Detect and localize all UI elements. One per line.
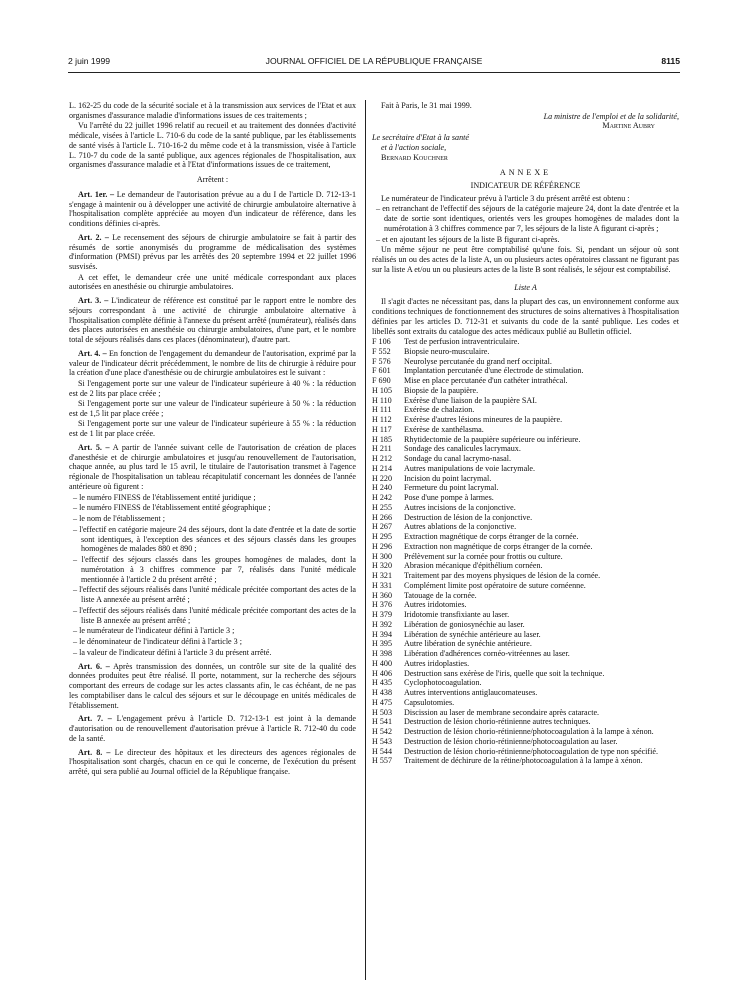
act-label: Sondage du canal lacrymo-nasal. [404,454,511,464]
code-row [372,347,679,357]
act-label: Biopsie de la paupière. [404,385,479,395]
code-row [372,581,679,591]
arretent-heading: Arrêtent : [196,175,229,185]
act-label: Autre libération de synéchie antérieure. [404,639,532,649]
act-code: H 112 [372,415,392,425]
code-row [372,542,679,552]
code-row [372,659,679,669]
code-row [372,717,679,727]
article-text: Après transmission des données, un contrôle sur site de la qualité des données produites peut être réalisé. Il porte, notamment, sur la recherche des séjours comportant des erreurs de codage sur les actes classants afin, le cas échéant, de ne pas les comptabiliser dans le calcul des séjours et sur le découpage en unités médicales de l'établissement. [69,661,356,710]
act-code: F 576 [372,356,391,366]
act-code: H 266 [372,512,393,522]
column-divider [365,100,366,980]
act-label: Libération de goniosynéchie au laser. [404,619,525,629]
act-code: H 376 [372,600,393,610]
code-row [372,571,679,581]
list-item: – l'effectif en catégorie majeure 24 des séjours, dont la date d'entrée et la date de sortie sont identiques, à l'exception des séances et des séjours classés dans les groupes homogènes de malades 880 et 890 ; [73,524,356,554]
code-row [372,620,679,630]
list-item: – l'effectif des séjours réalisés dans l'unité médicale précitée comportant des actes de la liste B annexée au présent arrêté ; [73,605,356,625]
code-row [372,386,679,396]
list-item: – en retranchant de l'effectif des séjours de la catégorie majeure 24, dont la date d'entrée et la date de sortie sont identiques, orientés vers les groupes homogènes de malades dont la numérotation à 3 chiffres commence par 7, les séjours de la liste A figurant ci-après ; [376,204,679,233]
code-row [372,630,679,640]
code-row [372,396,679,406]
act-code: H 255 [372,502,393,512]
act-code: H 503 [372,707,393,717]
annexe-subheading: INDICATEUR DE RÉFÉRENCE [470,181,581,191]
act-code: H 543 [372,736,393,746]
act-code: H 398 [372,649,393,659]
act-label: Traitement de déchirure de la rétine/photocoagulation à la lampe à xénon. [404,756,643,766]
article-5-list [69,493,356,658]
act-label: Extraction non magnétique de corps étranger de la cornée. [404,541,593,551]
act-code: H 400 [372,658,393,668]
code-row [372,600,679,610]
act-code: H 111 [372,405,392,415]
act-code: H 544 [372,746,393,756]
act-code: H 475 [372,697,393,707]
act-label: Exérèse d'autres lésions mineures de la paupière. [404,415,563,425]
paragraph: Vu l'arrêté du 22 juillet 1996 relatif au recueil et au traitement des données d'activité médicale, visées à l'article L. 710-6 du code de la santé publique, par les établissements de santé visés à l'article L. 710-16-2 du même code et à la transmission, visée à l'article L. 710-7 du code de la santé publique, aux agences régionales de l'hospitalisation, aux organismes d'assurance maladie et à l'Etat d'informations issues de ce traitement, [69,121,356,170]
paragraph: Un même séjour ne peut être comptabilisé qu'une fois. Si, pendant un séjour où sont réalisés un ou des actes de la liste A, un ou plusieurs actes opératoires classant ne figurant pas sur la liste A et/ou un ou plusieurs actes de la liste B sont réalisés, le séjour est comptabilisé. [372,245,679,274]
act-label: Fermeture du point lacrymal. [404,483,499,493]
code-row [372,727,679,737]
list-item: – l'effectif des séjours classés dans les groupes homogènes de malades, dont la numérotation à 3 chiffres commence par 7, réalisés dans l'unité médicale mentionnée à l'article 2 du présent arrêté ; [73,555,356,584]
right-column [372,101,679,766]
act-label: Traitement par des moyens physiques de lésion de la cornée. [404,571,601,581]
code-row [372,669,679,679]
minister-name: Martine Aubry [602,121,655,131]
act-label: Abrasion mécanique d'épithélium cornéen. [404,561,543,571]
article-8 [69,748,356,777]
code-row [372,415,679,425]
act-code: H 105 [372,385,393,395]
list-item: – le dénominateur de l'indicateur défini à l'article 3 ; [73,637,242,647]
code-row [372,698,679,708]
header-rule [68,72,680,73]
paragraph: Si l'engagement porte sur une valeur de l'indicateur supérieure à 50 % : la réduction est de 1,5 lit par place créée ; [69,399,356,418]
act-label: Destruction sans exérèse de l'iris, quelle que soit la technique. [404,668,605,678]
act-label: Destruction de lésion chorio-rétinienne autres techniques. [404,717,591,727]
act-label: Exérèse d'une liaison de la paupière SAI. [404,395,537,405]
list-item: – le nom de l'établissement ; [73,514,166,524]
article-label: Art. 7. – [78,714,112,724]
act-label: Neurolyse percutanée du grand nerf occipital. [404,356,552,366]
act-label: Libération d'adhérences cornéo-vitréennes au laser. [404,649,570,659]
act-label: Biopsie neuro-musculaire. [404,346,490,356]
act-code: H 394 [372,629,393,639]
act-code: H 321 [372,571,393,581]
act-code: H 435 [372,678,393,688]
code-row [372,552,679,562]
code-row [372,513,679,523]
code-row [372,639,679,649]
secretary-title-cont: et à l'action sociale, [381,142,447,152]
code-row [372,678,679,688]
header-date: 2 juin 1999 [68,56,111,66]
code-row [372,474,679,484]
list-item: – le numéro FINESS de l'établissement entité géographique ; [73,503,271,513]
article-4 [69,349,356,378]
act-code: H 220 [372,473,393,483]
code-row [372,532,679,542]
act-label: Prélèvement sur la cornée pour frottis ou culture. [404,551,563,561]
act-label: Sondage des canalicules lacrymaux. [404,444,521,454]
act-code: H 438 [372,688,393,698]
code-row [372,756,679,766]
article-label: Art. 8. – [78,747,111,757]
act-label: Destruction de lésion de la conjonctive. [404,512,533,522]
act-code: H 320 [372,561,393,571]
act-code: H 541 [372,717,393,727]
code-row [372,522,679,532]
code-row [372,454,679,464]
act-label: Autres ablations de la conjonctive. [404,522,517,532]
code-row [372,337,679,347]
act-code: H 379 [372,610,393,620]
code-row [372,425,679,435]
code-row [372,747,679,757]
code-row [372,688,679,698]
article-label: Art. 2. – [78,232,109,242]
article-label: Art. 3. – [78,296,109,306]
article-label: Art. 4. – [78,348,107,358]
act-code: H 296 [372,541,393,551]
code-row [372,376,679,386]
act-label: Capsulotomies. [404,697,455,707]
code-row [372,357,679,367]
act-code: H 395 [372,639,393,649]
article-text: L'engagement prévu à l'article D. 712-13-1 est joint à la demande d'autorisation ou de renouvellement d'autorisation prévue à l'article R. 712-40 du code de la santé. [69,714,356,743]
act-label: Autres interventions antiglaucomateuses. [404,688,538,698]
article-text: En fonction de l'engagement du demandeur de l'autorisation, exprimé par la valeur de l'indicateur décrit précédemment, le nombre de lits de chirurgie à réduire pour la création d'une place d'anesthésie ou de chirurgie ambulatoires est le suivant : [69,348,356,378]
list-item: – et en ajoutant les séjours de la liste B figurant ci-après. [376,234,560,244]
paragraph: Le numérateur de l'indicateur prévu à l'article 3 du présent arrêté est obtenu : [381,193,630,203]
act-code: H 242 [372,493,393,503]
code-row [372,610,679,620]
act-label: Cyclophotocoagulation. [404,678,482,688]
act-code: H 185 [372,434,393,444]
act-code: H 406 [372,668,393,678]
act-code: H 212 [372,454,393,464]
code-row [372,737,679,747]
act-label: Destruction de lésion chorio-rétinienne/photocoagulation au laser. [404,736,618,746]
paragraph: L. 162-25 du code de la sécurité sociale et à la transmission aux services de l'Etat et aux organismes d'assurance maladie d'informations issues de ces traitements ; [69,101,356,120]
article-3 [69,296,356,345]
act-label: Implantation percutanée d'une électrode de stimulation. [404,366,584,376]
act-code: H 214 [372,463,393,473]
code-row [372,366,679,376]
act-code: F 552 [372,346,391,356]
act-label: Incision du point lacrymal. [404,473,492,483]
act-label: Iridotomie transfixiante au laser. [404,610,510,620]
article-1 [69,190,356,229]
article-text: A partir de l'année suivant celle de l'autorisation de création de places d'anesthésie et de chirurgie ambulatoires et jusqu'au renouvellement de l'autorisation, chaque année, au plus tard le 15 avril, le titulaire de l'autorisation transmet à l'agence régionale de l'hospitalisation un tableau récapitulatif concernant les données de l'année antérieure où figurent : [69,442,356,491]
act-code: H 267 [372,522,393,532]
liste-a-heading: Liste A [514,282,537,292]
signature-date: Fait à Paris, le 31 mai 1999. [381,101,472,110]
act-label: Discission au laser de membrane secondaire après cataracte. [404,707,600,717]
left-column [69,101,356,778]
act-code: H 331 [372,580,393,590]
act-label: Autres manipulations de voie lacrymale. [404,463,536,473]
act-label: Autres iridotomies. [404,600,467,610]
act-label: Autres iridoplasties. [404,658,470,668]
list-item: – le numérateur de l'indicateur défini à l'article 3 ; [73,626,235,636]
act-code: H 211 [372,444,392,454]
act-label: Destruction de lésion chorio-rétinienne/photocoagulation à la lampe à xénon. [404,727,654,737]
header-journal-title: JOURNAL OFFICIEL DE LA RÉPUBLIQUE FRANÇAISE [265,56,483,66]
act-code: H 300 [372,551,393,561]
act-code: F 601 [372,366,391,376]
act-label: Autres incisions de la conjonctive. [404,502,516,512]
code-list [372,337,679,766]
act-code: F 690 [372,376,391,386]
code-row [372,435,679,445]
act-label: Tatouage de la cornée. [404,590,477,600]
annexe-heading: ANNEXE [499,168,552,178]
article-label: Art. 6. – [78,661,110,671]
article-text: Le recensement des séjours de chirurgie ambulatoire se fait à partir des résumés de sortie anonymisés du programme de médicalisation des systèmes d'information (PMSI) prévus par les arrêtés des 20 septembre 1994 et 22 juillet 1996 susvisés. [69,232,357,272]
paragraph: Il s'agit d'actes ne nécessitant pas, dans la plupart des cas, un environnement conforme aux conditions techniques de fonctionnement des structures de soins alternatives à l'hospitalisation définies par les articles D. 712-31 et suivants du code de la santé publique. Les codes et libellés sont extraits du catalogue des actes médicaux publié au Bulletin officiel. [372,297,679,336]
act-code: H 240 [372,483,393,493]
act-label: Destruction de lésion chorio-rétinienne/photocoagulation de type non spécifié. [404,746,658,756]
act-code: H 295 [372,532,393,542]
act-label: Pose d'une pompe à larmes. [404,493,494,503]
article-label: Art. 5. – [78,442,110,452]
code-row [372,591,679,601]
secretary-title: Le secrétaire d'Etat à la santé [372,133,469,143]
act-code: H 360 [372,590,393,600]
header-page-number: 8115 [661,56,680,66]
code-row [372,483,679,493]
minister-title: La ministre de l'emploi et de la solidarité, [543,111,679,121]
act-label: Mise en place percutanée d'un cathéter intrathécal. [404,376,568,386]
code-row [372,444,679,454]
code-row [372,708,679,718]
list-item: – le numéro FINESS de l'établissement entité juridique ; [73,492,256,502]
article-7 [69,714,356,743]
act-code: H 117 [372,424,392,434]
act-label: Rhytidectomie de la paupière supérieure ou inférieure. [404,434,581,444]
article-text: Le demandeur de l'autorisation prévue au a du I de l'article D. 712-13-1 s'engage à maintenir ou à développer une activité de chirurgie ambulatoire alternative à l'hospitalisation complète appréciée au moyen d'un indicateur de référence, dans les conditions définies ci-après. [69,189,356,229]
code-row [372,503,679,513]
article-text: Le directeur des hôpitaux et les directeurs des agences régionales de l'hospitalisation sont chargés, chacun en ce qui le concerne, de l'exécution du présent arrêté, qui sera publié au Journal officiel de la République française. [69,747,356,777]
act-label: Test de perfusion intraventriculaire. [404,337,520,347]
act-label: Exérèse de chalazion. [404,405,475,415]
code-row [372,561,679,571]
paragraph: Si l'engagement porte sur une valeur de l'indicateur supérieure à 55 % : la réduction est de 1 lit par place créée. [69,419,356,439]
act-label: Complément limite post opératoire de suture cornéenne. [404,580,586,590]
act-code: F 106 [372,337,391,347]
article-5 [69,443,356,492]
act-code: H 557 [372,756,393,766]
act-label: Libération de synéchie antérieure au laser. [404,629,541,639]
act-label: Exérèse de xanthélasma. [404,424,484,434]
act-label: Extraction magnétique de corps étranger de la cornée. [404,532,579,542]
list-item: – l'effectif des séjours réalisés dans l'unité médicale précitée comportant des actes de la liste A annexée au présent arrêté ; [73,585,356,605]
article-6 [69,662,356,711]
article-text: L'indicateur de référence est constitué par le rapport entre le nombre des séjours correspondant à une activité de chirurgie ambulatoire alternative à l'hospitalisation complète définie à l'annexe du présent arrêté (numérateur), réalisés dans des places autorisées en anesthésie ou chirurgie ambulatoires, d'une part, et le nombre total de séjours réalisés dans ces places (dénominateur), d'autre part. [69,296,356,345]
act-code: H 110 [372,395,392,405]
act-code: H 392 [372,619,393,629]
code-row [372,493,679,503]
code-row [372,464,679,474]
article-2 [69,233,356,272]
list-item: – la valeur de l'indicateur défini à l'article 3 du présent arrêté. [73,647,272,657]
paragraph: A cet effet, le demandeur crée une unité médicale correspondant aux places autorisées en anesthésie ou chirurgie ambulatoires. [69,272,356,292]
code-row [372,649,679,659]
running-header [68,56,680,70]
act-code: H 542 [372,727,393,737]
code-row [372,405,679,415]
article-label: Art. 1er. – [78,189,115,199]
paragraph: Si l'engagement porte sur une valeur de l'indicateur supérieure à 40 % : la réduction est de 2 lits par place créée ; [69,378,356,398]
secretary-name: Bernard Kouchner [381,152,448,162]
